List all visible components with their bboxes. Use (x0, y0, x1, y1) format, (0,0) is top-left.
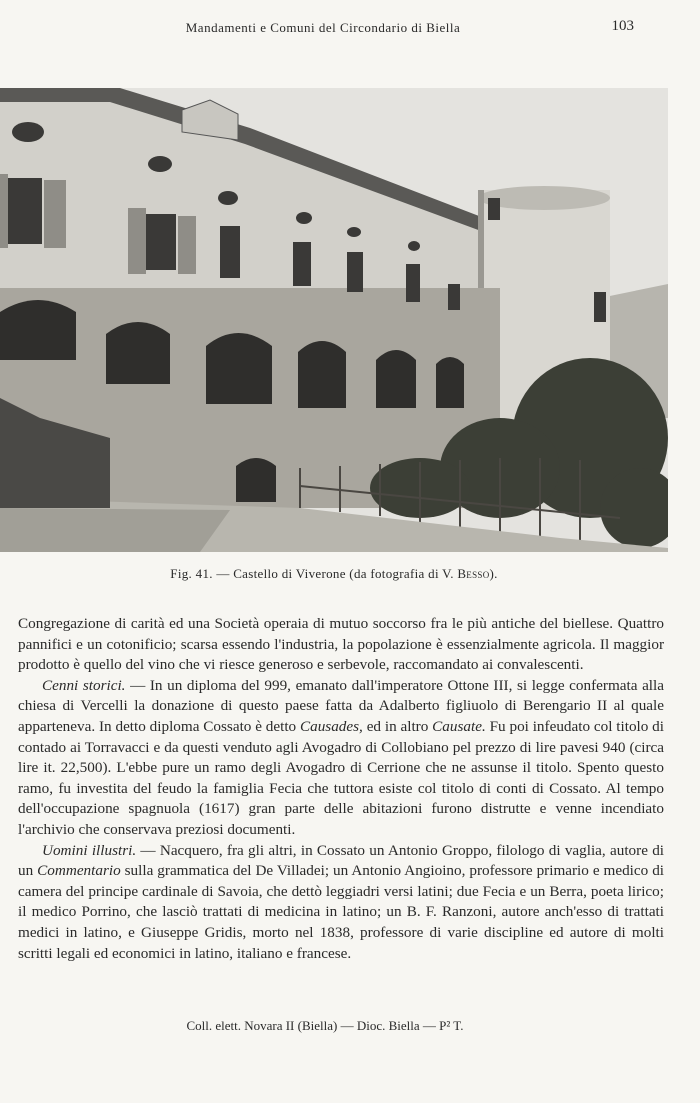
caption-author: Besso (457, 566, 490, 581)
paragraph-text: ed in altro (362, 717, 433, 735)
italic-term: Causades, (299, 717, 363, 735)
italic-term: Causate. (432, 717, 486, 735)
paragraph-text: sulla grammatica del De Villadei; un Antonio Angioino, professore primario e medico di camera del principe cardinale di Savoia, che dettò leggiadri versi latini; due Fecia e un Berra, poeta lirico; il medico Porrino, che lasciò trattati di medicina in latino; un B. F. Ranzoni, autore anch'esso di trattati medici in latino, e Giuseppe Gridis, morto nel 1838, professore di varie discipline ed autore di molti scritti legali ed economici in latino, italiano e francese. (18, 862, 665, 962)
paragraph-cenni-storici (18, 676, 664, 841)
section-lead-cenni-storici: Cenni storici. (42, 676, 126, 694)
caption-text: Fig. 41. — Castello di Viverone (da fotografia di V. (170, 566, 458, 581)
body-text (18, 614, 664, 964)
paragraph-uomini-illustri (18, 841, 664, 965)
castle-illustration (0, 88, 668, 552)
figure-caption (0, 566, 668, 582)
castle-photograph (0, 88, 668, 552)
paragraph-text: — Nacquero, fra gli altri, in Cossato un Antonio Groppo, filologo di vaglia, autore di un (18, 841, 665, 880)
section-lead-uomini-illustri: Uomini illustri. (42, 841, 137, 859)
italic-term: Commentario (37, 862, 121, 880)
running-head: Mandamenti e Comuni del Circondario di Biella (185, 20, 461, 35)
paragraph-1: Congregazione di carità ed una Società operaia di mutuo soccorso fra le più antiche del biellese. Quattro pannifici e un cotonificio; scarsa essendo l'industria, la popolazione è essenzialmente agricola. Il maggior prodotto è quello del vino che vi riesce generoso e serbevole, raccomandato ai convalescenti. (18, 615, 664, 674)
footer-signature: Coll. elett. Novara II (Biella) — Dioc. Biella — P² T. (186, 1018, 464, 1033)
caption-suffix: ). (489, 566, 498, 581)
paragraph-text: Fu poi infeudato col titolo di contado ai Torravacci e da questi venduto agli Avogadro di Collobiano pel prezzo di lire pavesi 940 (circa lire it. 22,500). L'ebbe pure un ramo degli Avogadro di Cerrione che ne assunse il titolo. Spento questo ramo, fu investita del feudo la famiglia Fecia che tuttora esiste col titolo di conti di Cossato. Al tempo dell'occupazione spagnuola (1617) gran parte delle abitazioni furono distrutte e venne incendiato l'archivio che conservava preziosi documenti. (18, 717, 664, 838)
page-header (0, 14, 700, 44)
page-number: 103 (611, 18, 634, 34)
paragraph-text: — In un diploma del 999, emanato dall'imperatore Ottone III, si legge confermata alla chiesa di Vercelli la donazione di questo paese fatta da Adalberto figliuolo di Berengario II al quale apparteneva. In detto diploma Cossato è detto (18, 676, 664, 735)
